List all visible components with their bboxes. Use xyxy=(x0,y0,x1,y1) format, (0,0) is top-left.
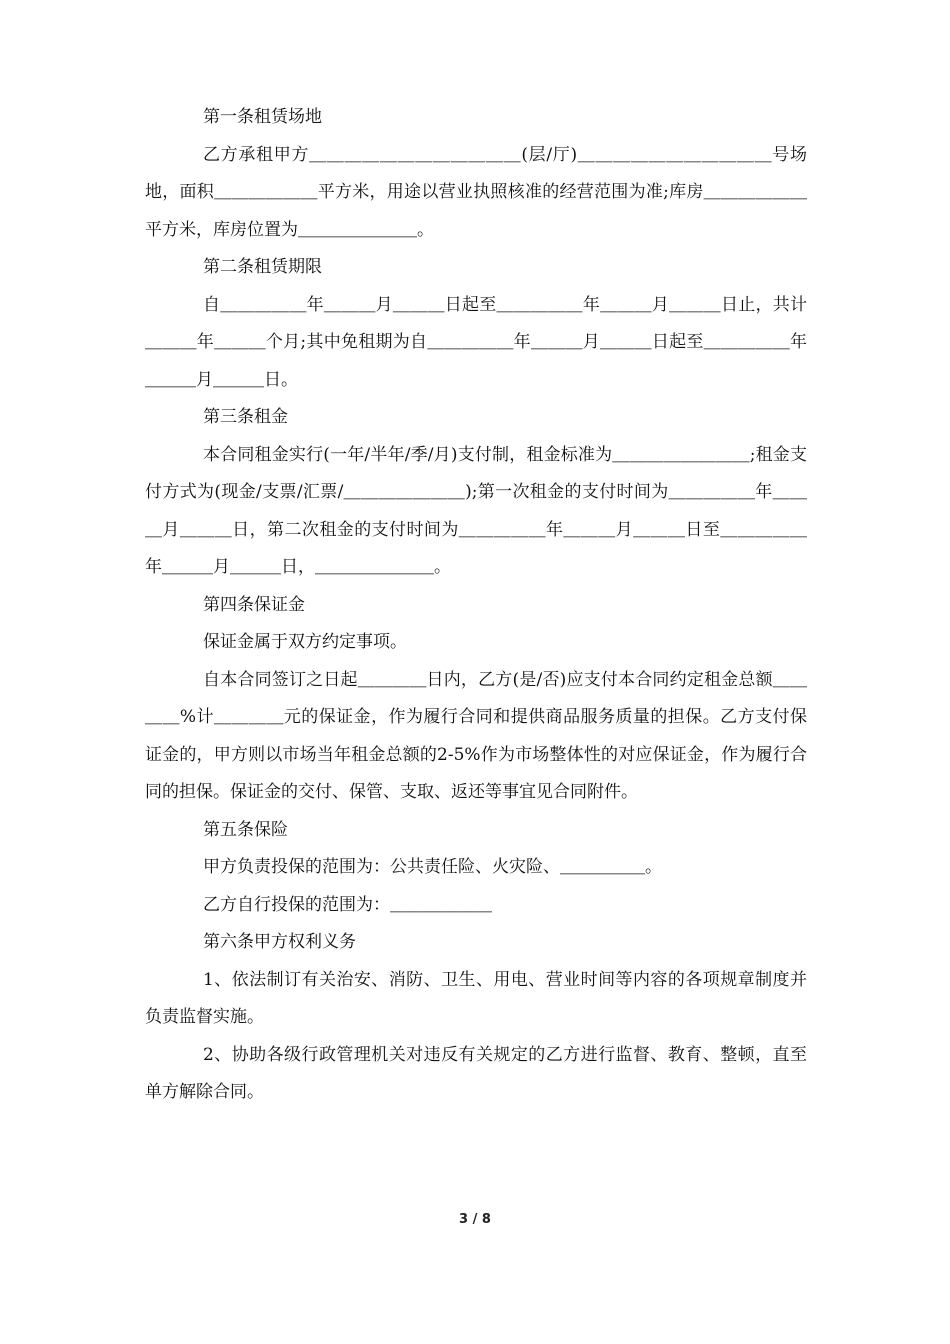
article-2-heading: 第二条租赁期限 xyxy=(203,257,322,277)
article-2-paragraph: 自＿＿＿＿＿年＿＿＿月＿＿＿日起至＿＿＿＿＿年＿＿＿月＿＿＿日止，共计＿＿＿年＿＿＿个月;其中免租期为自＿＿＿＿＿年＿＿＿月＿＿＿日起至＿＿＿＿＿年＿＿＿月＿＿＿日。 xyxy=(145,294,807,390)
document-body xyxy=(145,99,807,1112)
page-number: 3 / 8 xyxy=(459,1212,491,1227)
article-4-paragraph-2: 自本合同签订之日起＿＿＿＿日内，乙方(是/否)应支付本合同约定租金总额＿＿＿＿%计＿＿＿＿元的保证金，作为履行合同和提供商品服务质量的担保。乙方支付保证金的，甲方则以市场当年租金总额的2-5%作为市场整体性的对应保证金，作为履行合同的担保。保证金的交付、保管、支取、返还等事宜见合同附件。 xyxy=(145,669,807,802)
article-6-item-2: 2、协助各级行政管理机关对违反有关规定的乙方进行监督、教育、整顿，直至单方解除合同。 xyxy=(145,1044,807,1102)
article-1-heading: 第一条租赁场地 xyxy=(203,107,322,127)
article-5-heading: 第五条保险 xyxy=(203,819,288,840)
article-4-heading: 第四条保证金 xyxy=(203,594,305,615)
article-4-paragraph-1: 保证金属于双方约定事项。 xyxy=(203,632,407,652)
article-6-item-1: 1、依法制订有关治安、消防、卫生、用电、营业时间等内容的各项规章制度并负责监督实施。 xyxy=(145,969,807,1027)
article-5-paragraph-1: 甲方负责投保的范围为：公共责任险、火灾险、＿＿＿＿＿。 xyxy=(203,857,662,877)
article-3-heading: 第三条租金 xyxy=(203,407,288,427)
article-3-paragraph: 本合同租金实行(一年/半年/季/月)支付制，租金标准为＿＿＿＿＿＿＿＿;租金支付方式为(现金/支票/汇票/＿＿＿＿＿＿＿);第一次租金的支付时间为＿＿＿＿＿年＿＿＿月＿＿＿日，第二次租金的支付时间为＿＿＿＿＿年＿＿＿月＿＿＿日至＿＿＿＿＿年＿＿＿月＿＿＿日，＿＿＿＿＿＿＿。 xyxy=(145,444,807,577)
article-5-paragraph-2: 乙方自行投保的范围为：＿＿＿＿＿＿ xyxy=(203,894,492,915)
article-6-heading: 第六条甲方权利义务 xyxy=(203,932,356,952)
article-1-paragraph: 乙方承租甲方＿＿＿＿＿＿＿＿＿＿＿＿(层/厅)＿＿＿＿＿＿＿＿＿＿＿号场地，面积＿＿＿＿＿＿平方米，用途以营业执照核准的经营范围为准;库房＿＿＿＿＿＿平方米，库房位置为＿＿＿＿＿＿＿。 xyxy=(145,144,807,240)
